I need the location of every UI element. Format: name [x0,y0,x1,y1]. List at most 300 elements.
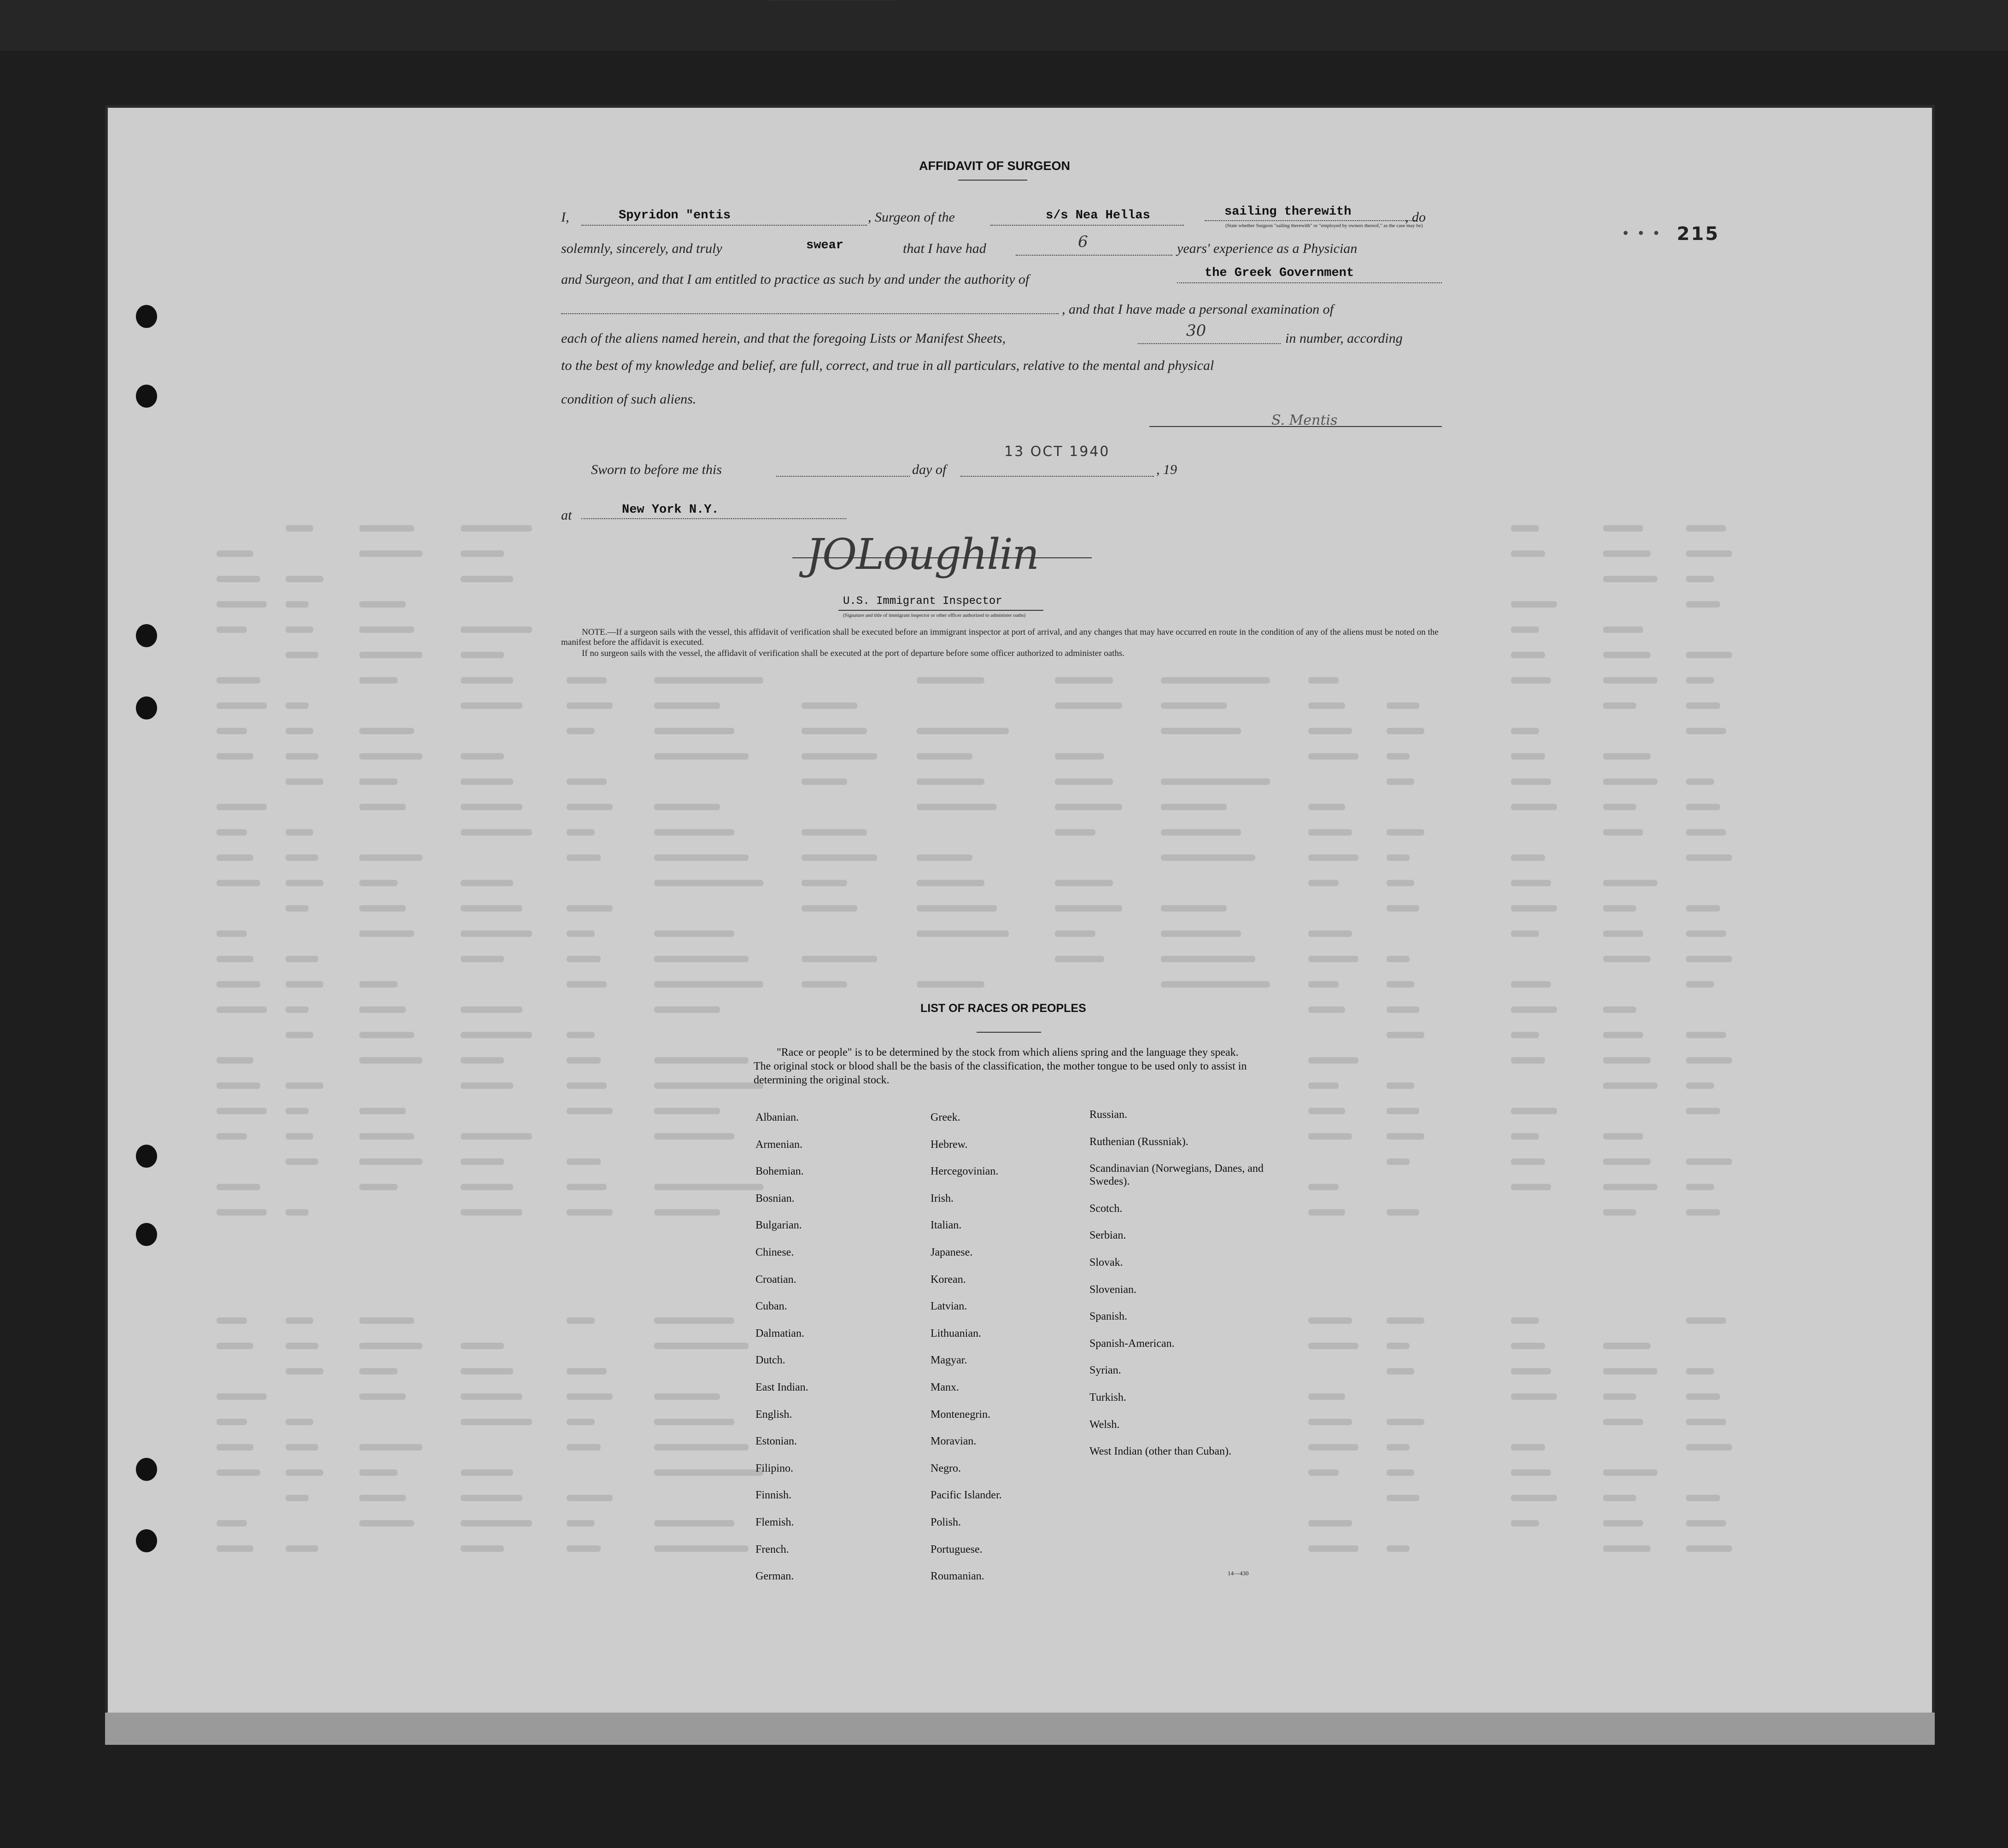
bleed-through-mark [1686,1032,1726,1038]
bleed-through-mark [1308,1469,1339,1476]
punch-hole-icon [136,1529,157,1552]
bleed-through-mark [802,753,877,760]
bleed-through-mark [217,1057,253,1064]
bleed-through-mark [1161,981,1270,988]
bleed-through-mark [1308,956,1358,962]
bleed-through-mark [286,576,323,582]
bleed-through-mark [1511,1317,1539,1324]
bleed-through-mark [1511,652,1545,658]
bleed-through-mark [1161,930,1241,937]
bleed-through-mark [286,1082,323,1089]
affidavit-text: , Surgeon of the [868,210,955,225]
bleed-through-mark [217,576,260,582]
bleed-through-mark [1387,778,1414,785]
bleed-through-mark [217,702,267,709]
bleed-through-mark [461,1393,522,1400]
bleed-through-mark [359,1495,406,1501]
bleed-through-mark [1686,1393,1720,1400]
bleed-through-mark [1686,728,1726,734]
bleed-through-mark [1055,677,1113,684]
bleed-through-mark [286,1368,323,1374]
bleed-through-mark [1387,1158,1410,1165]
bleed-through-mark [286,1545,318,1552]
bleed-through-mark [1686,550,1732,557]
bleed-through-mark [567,1520,595,1526]
race-item: Japanese. [931,1246,973,1258]
bleed-through-mark [359,1393,406,1400]
bleed-through-mark [286,1006,309,1013]
race-item: Latvian. [931,1300,967,1313]
bleed-through-mark [1603,1495,1636,1501]
affidavit-text: each of the aliens named herein, and that the foregoing Lists or Manifest Sheets, [561,331,1006,346]
race-item: Estonian. [755,1435,797,1448]
bleed-through-mark [1387,1444,1410,1450]
bleed-through-mark [1387,1317,1424,1324]
bleed-through-mark [1387,854,1410,861]
bleed-through-mark [1308,1209,1345,1216]
bleed-through-mark [1603,1032,1643,1038]
bleed-through-mark [1387,1545,1410,1552]
fill-line [1138,343,1281,344]
bleed-through-mark [359,981,398,988]
bleed-through-mark [654,1393,720,1400]
bleed-through-mark [654,956,749,962]
bleed-through-mark [1686,525,1726,532]
bleed-through-mark [1686,854,1732,861]
bleed-through-mark [567,930,595,937]
surgeon-name: Spyridon "entis [619,209,731,222]
race-item: West Indian (other than Cuban). [1089,1445,1231,1458]
bleed-through-mark [567,1209,613,1216]
bleed-through-mark [1686,652,1732,658]
bleed-through-mark [567,1158,601,1165]
bleed-through-mark [1686,576,1714,582]
bleed-through-mark [217,804,267,810]
bleed-through-mark [1511,1108,1557,1114]
bleed-through-mark [286,981,323,988]
bleed-through-mark [286,702,309,709]
fill-line [768,0,897,1]
bleed-through-mark [286,1133,313,1140]
bleed-through-mark [1686,677,1714,684]
bleed-through-mark [359,1469,398,1476]
bleed-through-mark [1511,677,1551,684]
bleed-through-mark [359,1032,414,1038]
bleed-through-mark [461,677,513,684]
race-item: Armenian. [755,1138,802,1151]
bleed-through-mark [1603,1209,1636,1216]
bleed-through-mark [1511,601,1557,608]
race-item: Pacific Islander. [931,1489,1002,1502]
bleed-through-mark [461,652,504,658]
date-stamp: 13 OCT 1940 [1004,444,1110,460]
bleed-through-mark [567,778,607,785]
scan-top-edge [0,0,2008,51]
bleed-through-mark [567,702,613,709]
bleed-through-mark [567,1495,613,1501]
bleed-through-mark [217,854,253,861]
affidavit-text: that I have had [903,241,986,256]
bleed-through-mark [1511,550,1545,557]
bleed-through-mark [359,854,422,861]
bleed-through-mark [802,854,877,861]
bleed-through-mark [359,1158,422,1165]
race-item: English. [755,1408,792,1421]
bleed-through-mark [1308,1184,1339,1190]
bleed-through-mark [286,1419,313,1425]
bleed-through-mark [461,1545,504,1552]
bleed-through-mark [217,930,247,937]
bleed-through-mark [1511,854,1545,861]
authority: the Greek Government [1205,266,1354,280]
signature-line [1149,426,1442,427]
sheet-count: 30 [1186,322,1206,340]
title-underline [958,180,1027,181]
bleed-through-mark [461,1133,532,1140]
bleed-through-mark [1308,1082,1339,1089]
bleed-through-mark [1387,1032,1424,1038]
bleed-through-mark [217,1419,247,1425]
bleed-through-mark [1511,1133,1539,1140]
punch-hole-icon [136,305,157,328]
race-item: Greek. [931,1111,960,1123]
bleed-through-mark [1308,1545,1358,1552]
page-bottom-edge [105,1713,1935,1745]
race-item: Polish. [931,1516,961,1528]
bleed-through-mark [654,702,720,709]
bleed-through-mark [286,854,318,861]
bleed-through-mark [217,880,260,886]
bleed-through-mark [654,1469,763,1476]
bleed-through-mark [1603,880,1657,886]
bleed-through-mark [1511,1368,1551,1374]
bleed-through-mark [1511,1032,1539,1038]
bleed-through-mark [1511,1469,1551,1476]
bleed-through-mark [217,677,260,684]
fill-line [776,476,910,477]
race-item: Serbian. [1089,1229,1126,1242]
bleed-through-mark [917,753,972,760]
bleed-through-mark [461,1057,504,1064]
signature-line [792,557,1092,558]
bleed-through-mark [359,880,398,886]
bleed-through-mark [654,677,763,684]
bleed-through-mark [359,1317,414,1324]
bleed-through-mark [461,1158,504,1165]
bleed-through-mark [1511,1444,1545,1450]
bleed-through-mark [1603,576,1657,582]
bleed-through-mark [802,702,857,709]
bleed-through-mark [1161,804,1227,810]
bleed-through-mark [217,753,253,760]
bleed-through-mark [917,728,1009,734]
bleed-through-mark [359,1444,422,1450]
bleed-through-mark [1686,1368,1714,1374]
bleed-through-mark [286,829,313,836]
bleed-through-mark [359,626,414,633]
bleed-through-mark [217,1108,267,1114]
vessel-name: s/s Nea Hellas [1046,209,1150,222]
bleed-through-mark [567,1368,607,1374]
bleed-through-mark [286,956,318,962]
bleed-through-mark [1308,1343,1358,1349]
bleed-through-mark [286,753,318,760]
bleed-through-mark [1055,753,1104,760]
bleed-through-mark [654,1545,749,1552]
bleed-through-mark [217,601,267,608]
bleed-through-mark [654,728,734,734]
bleed-through-mark [1308,930,1352,937]
bleed-through-mark [654,1057,749,1064]
affidavit-text: I, [561,210,569,225]
bleed-through-mark [567,956,601,962]
bleed-through-mark [1308,1108,1345,1114]
bleed-through-mark [1511,880,1551,886]
bleed-through-mark [654,1419,734,1425]
bleed-through-mark [1511,981,1551,988]
bleed-through-mark [359,1057,422,1064]
bleed-through-mark [359,550,422,557]
bleed-through-mark [359,1184,398,1190]
bleed-through-mark [359,1006,406,1013]
bleed-through-mark [1055,905,1122,912]
race-item: Slovenian. [1089,1283,1136,1296]
bleed-through-mark [1686,1184,1714,1190]
bleed-through-mark [1603,1133,1643,1140]
bleed-through-mark [1511,930,1539,937]
race-item: Irish. [931,1192,954,1205]
bleed-through-mark [1308,1520,1352,1526]
bleed-through-mark [1308,1317,1352,1324]
bleed-through-mark [1686,1057,1732,1064]
bleed-through-mark [1511,1495,1557,1501]
bleed-through-mark [1387,702,1419,709]
bleed-through-mark [1603,1545,1651,1552]
bleed-through-mark [286,1495,309,1501]
bleed-through-mark [654,753,749,760]
bleed-through-mark [217,1393,267,1400]
bleed-through-mark [1603,829,1643,836]
bleed-through-mark [1603,905,1636,912]
bleed-through-mark [359,1368,398,1374]
bleed-through-mark [217,956,253,962]
fill-line [990,225,1184,226]
bleed-through-mark [567,728,595,734]
bleed-through-mark [217,981,260,988]
affidavit-text: condition of such aliens. [561,392,697,407]
bleed-through-mark [217,1545,253,1552]
bleed-through-mark [917,778,984,785]
bleed-through-mark [567,1545,601,1552]
race-item: Bohemian. [755,1165,804,1178]
bleed-through-mark [917,981,984,988]
affidavit-text: day of [912,462,947,477]
race-item: French. [755,1543,789,1556]
bleed-through-mark [461,905,522,912]
affidavit-text: and Surgeon, and that I am entitled to practice as such by and under the authority of [561,272,1030,287]
bleed-through-mark [1055,829,1095,836]
bleed-through-mark [461,1419,532,1425]
bleed-through-mark [567,905,613,912]
sailing-note: (State whether Surgeon "sailing therewith" or "employed by owners thereof," as the case may be) [1225,223,1423,228]
bleed-through-mark [1308,1393,1345,1400]
race-item: Montenegrin. [931,1408,990,1421]
bleed-through-mark [1603,1057,1651,1064]
bleed-through-mark [1308,981,1339,988]
punch-hole-icon [136,624,157,647]
bleed-through-mark [1387,1343,1410,1349]
race-item: German. [755,1570,794,1583]
punch-hole-icon [136,1145,157,1168]
bleed-through-mark [359,1108,406,1114]
bleed-through-mark [1387,1082,1414,1089]
fill-line [1205,220,1417,221]
bleed-through-mark [461,1082,513,1089]
bleed-through-mark [217,1444,253,1450]
bleed-through-mark [1511,1006,1557,1013]
bleed-through-mark [567,1032,595,1038]
bleed-through-mark [217,728,247,734]
bleed-through-mark [286,1158,318,1165]
bleed-through-mark [1603,1393,1636,1400]
inspector-title: U.S. Immigrant Inspector [843,595,1002,608]
bleed-through-mark [286,1209,309,1216]
bleed-through-mark [654,1209,720,1216]
bleed-through-mark [1308,753,1358,760]
bleed-through-mark [461,1368,513,1374]
bleed-through-mark [1387,981,1414,988]
race-item: Chinese. [755,1246,794,1258]
bleed-through-mark [654,1184,763,1190]
bleed-through-mark [1161,677,1270,684]
race-item: Lithuanian. [931,1327,981,1339]
bleed-through-mark [1161,702,1227,709]
bleed-through-mark [217,1006,267,1013]
race-item: Negro. [931,1462,961,1474]
bleed-through-mark [917,880,984,886]
sailing-status: sailing therewith [1224,205,1352,219]
bleed-through-mark [286,652,318,658]
bleed-through-mark [1387,905,1419,912]
bleed-through-mark [461,626,532,633]
bleed-through-mark [567,1393,613,1400]
bleed-through-mark [1308,1006,1345,1013]
bleed-through-mark [1387,1419,1424,1425]
bleed-through-mark [1603,1368,1657,1374]
bleed-through-mark [1387,1209,1419,1216]
bleed-through-mark [461,956,504,962]
bleed-through-mark [1603,1158,1651,1165]
fill-line [1177,282,1442,283]
bleed-through-mark [286,778,323,785]
bleed-through-mark [1686,956,1732,962]
bleed-through-mark [1603,652,1651,658]
bleed-through-mark [654,1343,749,1349]
bleed-through-mark [1308,1057,1358,1064]
affidavit-text: at [561,508,572,523]
bleed-through-mark [217,1184,260,1190]
bleed-through-mark [461,829,532,836]
punch-hole-icon [136,385,157,408]
bleed-through-mark [567,677,607,684]
bleed-through-mark [217,550,253,557]
race-item: Moravian. [931,1435,977,1448]
bleed-through-mark [1603,804,1636,810]
bleed-through-mark [359,525,414,532]
bleed-through-mark [654,1006,720,1013]
bleed-through-mark [1603,930,1643,937]
inspector-subnote: (Signature and title of immigrant inspector or other officer authorized to administer oaths) [843,613,1026,618]
bleed-through-mark [359,778,398,785]
bleed-through-mark [1161,728,1241,734]
affidavit-text: to the best of my knowledge and belief, are full, correct, and true in all particulars, relative to the mental and physical [561,358,1214,373]
affidavit-text: years' experience as a Physician [1177,241,1358,256]
bleed-through-mark [1387,956,1410,962]
bleed-through-mark [1387,1006,1419,1013]
bleed-through-mark [1686,1419,1726,1425]
bleed-through-mark [286,1108,309,1114]
race-item: Portuguese. [931,1543,983,1556]
bleed-through-mark [1511,525,1539,532]
bleed-through-mark [1603,1082,1657,1089]
bleed-through-mark [1387,1368,1414,1374]
bleed-through-mark [1308,728,1352,734]
affidavit-text: , and that I have made a personal examination of [1062,302,1334,317]
bleed-through-mark [286,601,309,608]
inspector-signature: JOLoughlin [806,530,1039,579]
bleed-through-mark [1686,1495,1720,1501]
bleed-through-mark [567,1057,601,1064]
bleed-through-mark [1603,753,1651,760]
bleed-through-mark [1686,930,1726,937]
bleed-through-mark [359,1343,422,1349]
bleed-through-mark [917,930,1009,937]
affidavit-text: , 19 [1156,462,1177,477]
bleed-through-mark [359,677,398,684]
bleed-through-mark [1686,1520,1726,1526]
bleed-through-mark [1686,1108,1720,1114]
bleed-through-mark [286,1469,323,1476]
bleed-through-mark [1603,525,1643,532]
bleed-through-mark [461,804,522,810]
bleed-through-mark [286,728,313,734]
punch-hole-icon [136,696,157,719]
bleed-through-mark [1308,1444,1358,1450]
bleed-through-mark [1686,778,1714,785]
race-item: Italian. [931,1219,962,1232]
bleed-through-mark [1055,702,1122,709]
title-line [838,610,1043,611]
bleed-through-mark [1511,905,1557,912]
bleed-through-mark [1686,1545,1732,1552]
bleed-through-mark [1603,677,1657,684]
bleed-through-mark [461,1343,504,1349]
bleed-through-mark [461,1032,532,1038]
bleed-through-mark [917,677,984,684]
bleed-through-mark [1686,981,1714,988]
fill-line [581,225,867,226]
bleed-through-mark [286,1317,313,1324]
bleed-through-mark [1161,956,1255,962]
bleed-through-mark [1387,1495,1419,1501]
bleed-through-mark [461,1495,522,1501]
bleed-through-mark [802,880,847,886]
race-item: Korean. [931,1273,966,1286]
bleed-through-mark [461,1006,522,1013]
race-item: Bulgarian. [755,1219,802,1232]
bleed-through-mark [1055,930,1095,937]
bleed-through-mark [217,626,247,633]
